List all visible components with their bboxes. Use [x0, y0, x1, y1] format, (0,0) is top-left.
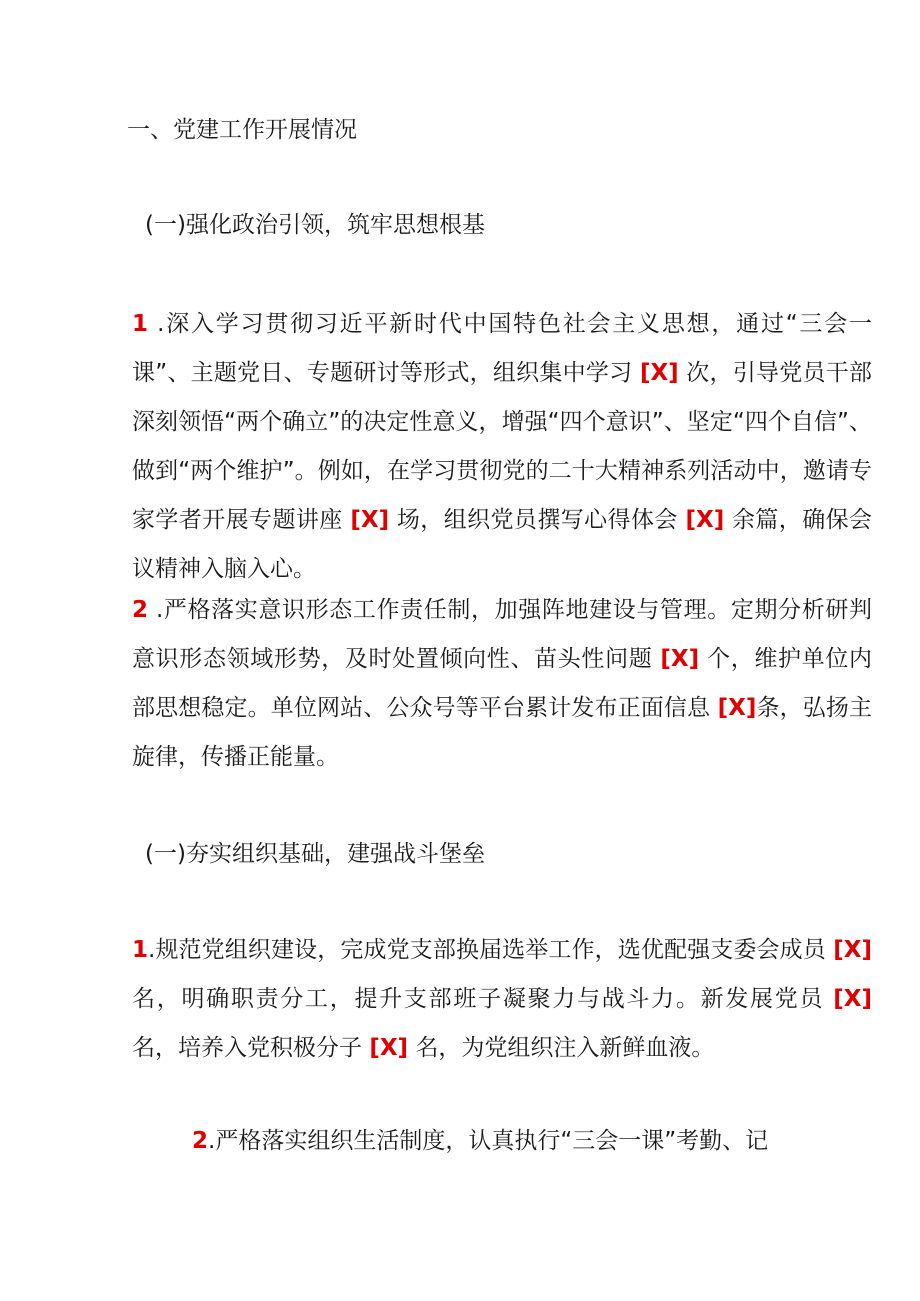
paragraph-text: 名，明确职责分工，提升支部班子凝聚力与战斗力。新发展党员: [132, 986, 834, 1012]
placeholder-value: [X]: [833, 986, 872, 1012]
paragraph-1-2: [80, 586, 872, 782]
paragraph-text: 条，弘扬主旋律，传播正能量。: [132, 695, 873, 770]
placeholder-value: [X]: [369, 1035, 409, 1061]
placeholder-value: [X]: [717, 695, 757, 721]
placeholder-value: [X]: [660, 646, 700, 672]
placeholder-value: [X]: [350, 507, 390, 533]
item-number: 2: [132, 597, 149, 623]
paragraph-text: 名，为党组织注入新鲜血液。: [408, 1035, 715, 1061]
subsection-title-1: (一)强化政治引领，筑牢思想根基: [145, 212, 485, 238]
section-title: 一、党建工作开展情况: [127, 117, 357, 143]
paragraph-1-1: [80, 300, 872, 594]
paragraph-text: .规范党组织建设，完成党支部换届选举工作，选优配强支委会成员: [148, 937, 834, 963]
item-number: 1: [132, 311, 149, 337]
paragraph-text: .严格落实意识形态工作责任制，加强阵地建设与管理。定期分析研判意识形态领域形势，及时处置倾向性、苗头性问题: [132, 597, 872, 672]
item-number: 1: [132, 937, 149, 963]
paragraph-text: 余篇，确保会议精神入脑入心。: [132, 507, 873, 582]
paragraph-text: .严格落实组织生活制度，认真执行“三会一课”考勤、记: [208, 1128, 769, 1154]
paragraph-text: .深入学习贯彻习近平新时代中国特色社会主义思想，通过“三会一课”、主题党日、专题研讨等形式，组织集中学习: [132, 311, 872, 386]
paragraph-text: 名，培养入党积极分子: [132, 1035, 370, 1061]
item-number: 2: [192, 1128, 209, 1154]
placeholder-value: [X]: [639, 360, 679, 386]
paragraph-text: 个，维护单位内部思想稳定。单位网站、公众号等平台累计发布正面信息: [132, 646, 873, 721]
placeholder-value: [X]: [833, 937, 872, 963]
paragraph-2-2: [80, 1117, 920, 1166]
paragraph-2-1: [80, 926, 872, 1073]
paragraph-text: 次，引导党员干部深刻领悟“两个确立”的决定性意义，增强“四个意识”、坚定“四个自信”、做到“两个维护”。例如，在学习贯彻党的二十大精神系列活动中，邀请专家学者开展专题讲座: [132, 360, 872, 533]
paragraph-text: 场，组织党员撰写心得体会: [389, 507, 686, 533]
placeholder-value: [X]: [685, 507, 725, 533]
subsection-title-2: (一)夯实组织基础，建强战斗堡垒: [145, 841, 485, 867]
